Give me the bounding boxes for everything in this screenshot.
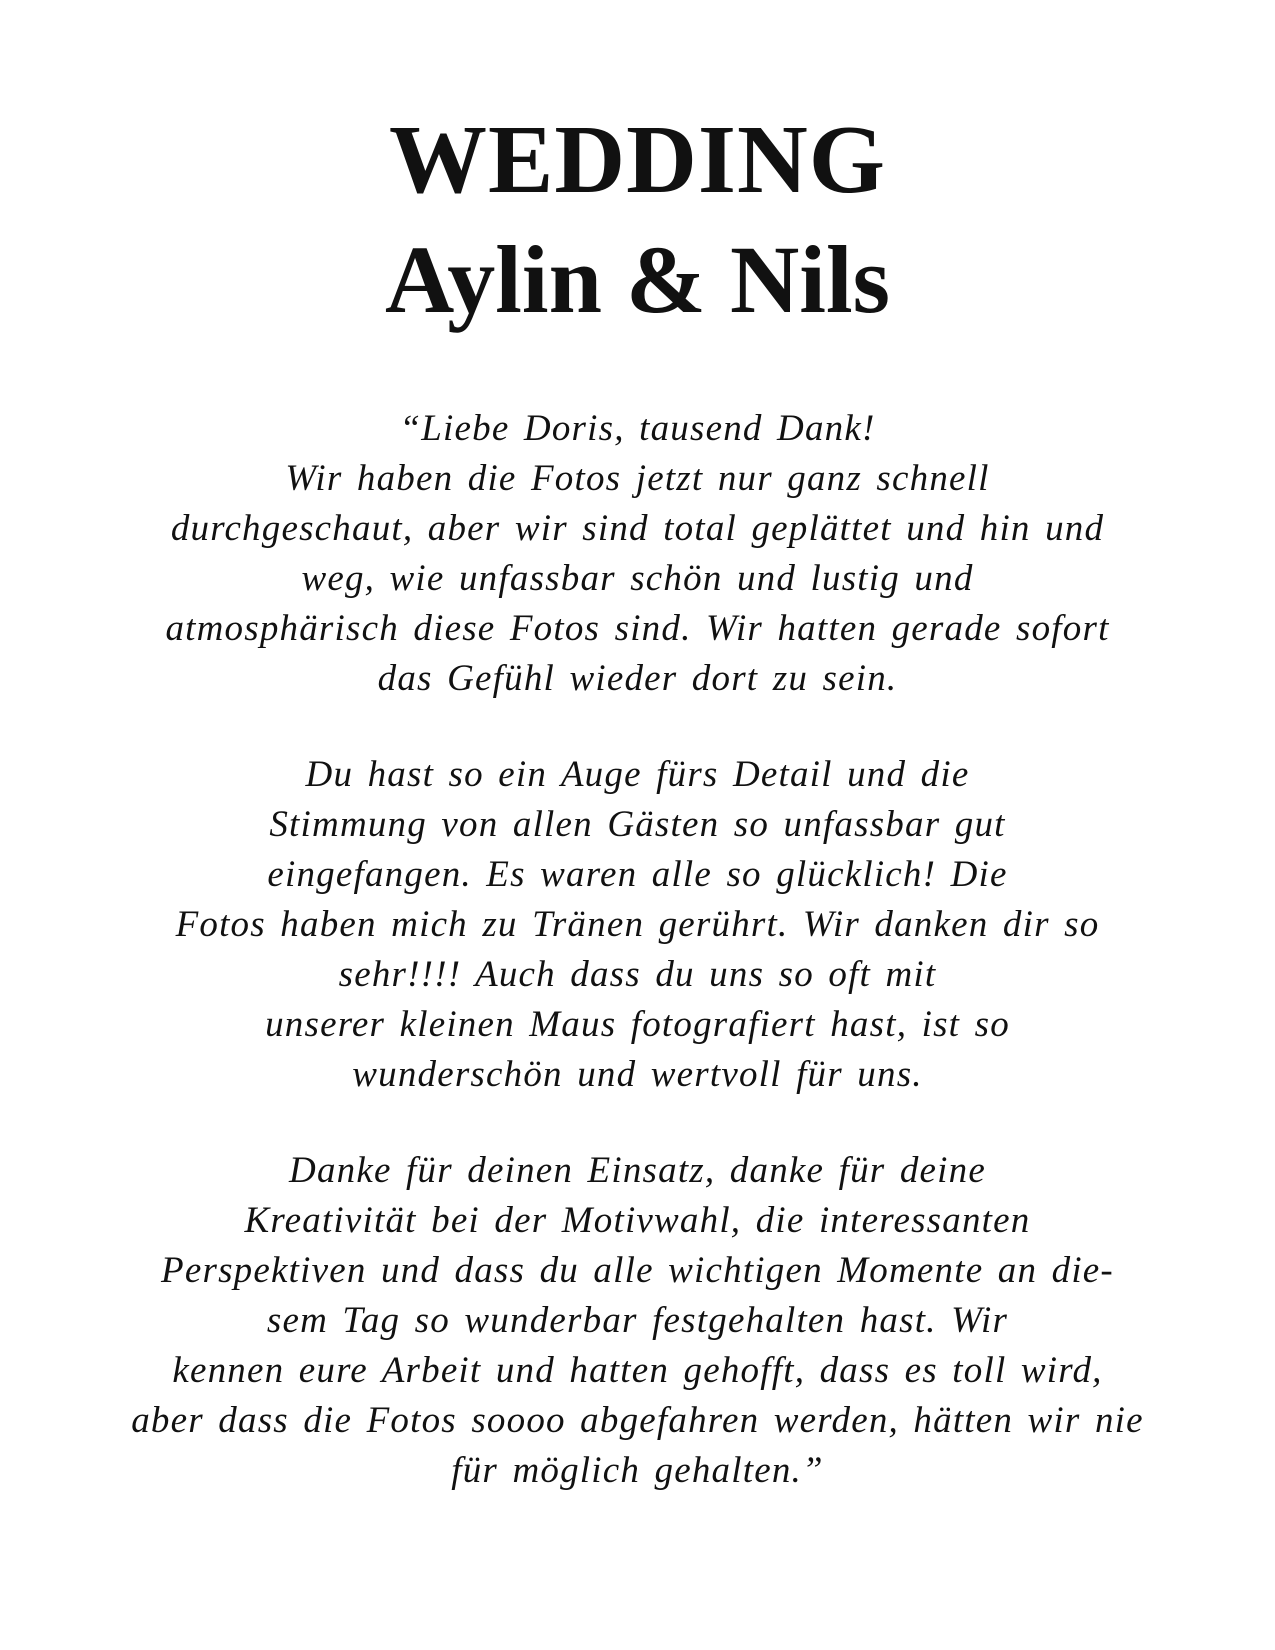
quote-line: für möglich gehalten.” [451,1450,824,1491]
quote-line: Perspektiven und dass du alle wichtigen Momente an die- [161,1250,1114,1291]
quote-line: wunderschön und wertvoll für uns. [352,1054,923,1095]
title-block [0,106,1275,332]
quote-line: Fotos haben mich zu Tränen gerührt. Wir danken dir so [175,904,1100,945]
quote-line: Kreativität bei der Motivwahl, die interessanten [244,1200,1031,1241]
quote-paragraph-3 [80,1146,1195,1496]
quote-line: das Gefühl wieder dort zu sein. [377,658,898,699]
quote-line: Stimmung von allen Gästen so unfassbar gut [269,804,1006,845]
testimonial-quote [80,404,1195,1496]
quote-line: unserer kleinen Maus fotografiert hast, ist so [265,1004,1010,1045]
page-title: WEDDING [388,106,887,214]
quote-line: eingefangen. Es waren alle so glücklich! Die [267,854,1008,895]
quote-paragraph-2 [80,750,1195,1100]
quote-line: sem Tag so wunderbar festgehalten hast. Wir [266,1300,1009,1341]
quote-line: aber dass die Fotos soooo abgefahren werden, hätten wir nie [131,1400,1144,1441]
quote-paragraph-1 [80,404,1195,704]
quote-line: Danke für deinen Einsatz, danke für deine [289,1150,986,1191]
quote-line: weg, wie unfassbar schön und lustig und [301,558,974,599]
quote-line: atmosphärisch diese Fotos sind. Wir hatten gerade sofort [165,608,1110,649]
page-subtitle: Aylin & Nils [385,226,890,333]
quote-line: “Liebe Doris, tausend Dank! [399,408,876,449]
quote-line: sehr!!!! Auch dass du uns so oft mit [338,954,937,995]
quote-line: Du hast so ein Auge fürs Detail und die [305,754,970,795]
quote-line: durchgeschaut, aber wir sind total geplättet und hin und [170,508,1105,549]
quote-line: Wir haben die Fotos jetzt nur ganz schnell [285,458,990,499]
quote-line: kennen eure Arbeit und hatten gehofft, dass es toll wird, [172,1350,1103,1391]
